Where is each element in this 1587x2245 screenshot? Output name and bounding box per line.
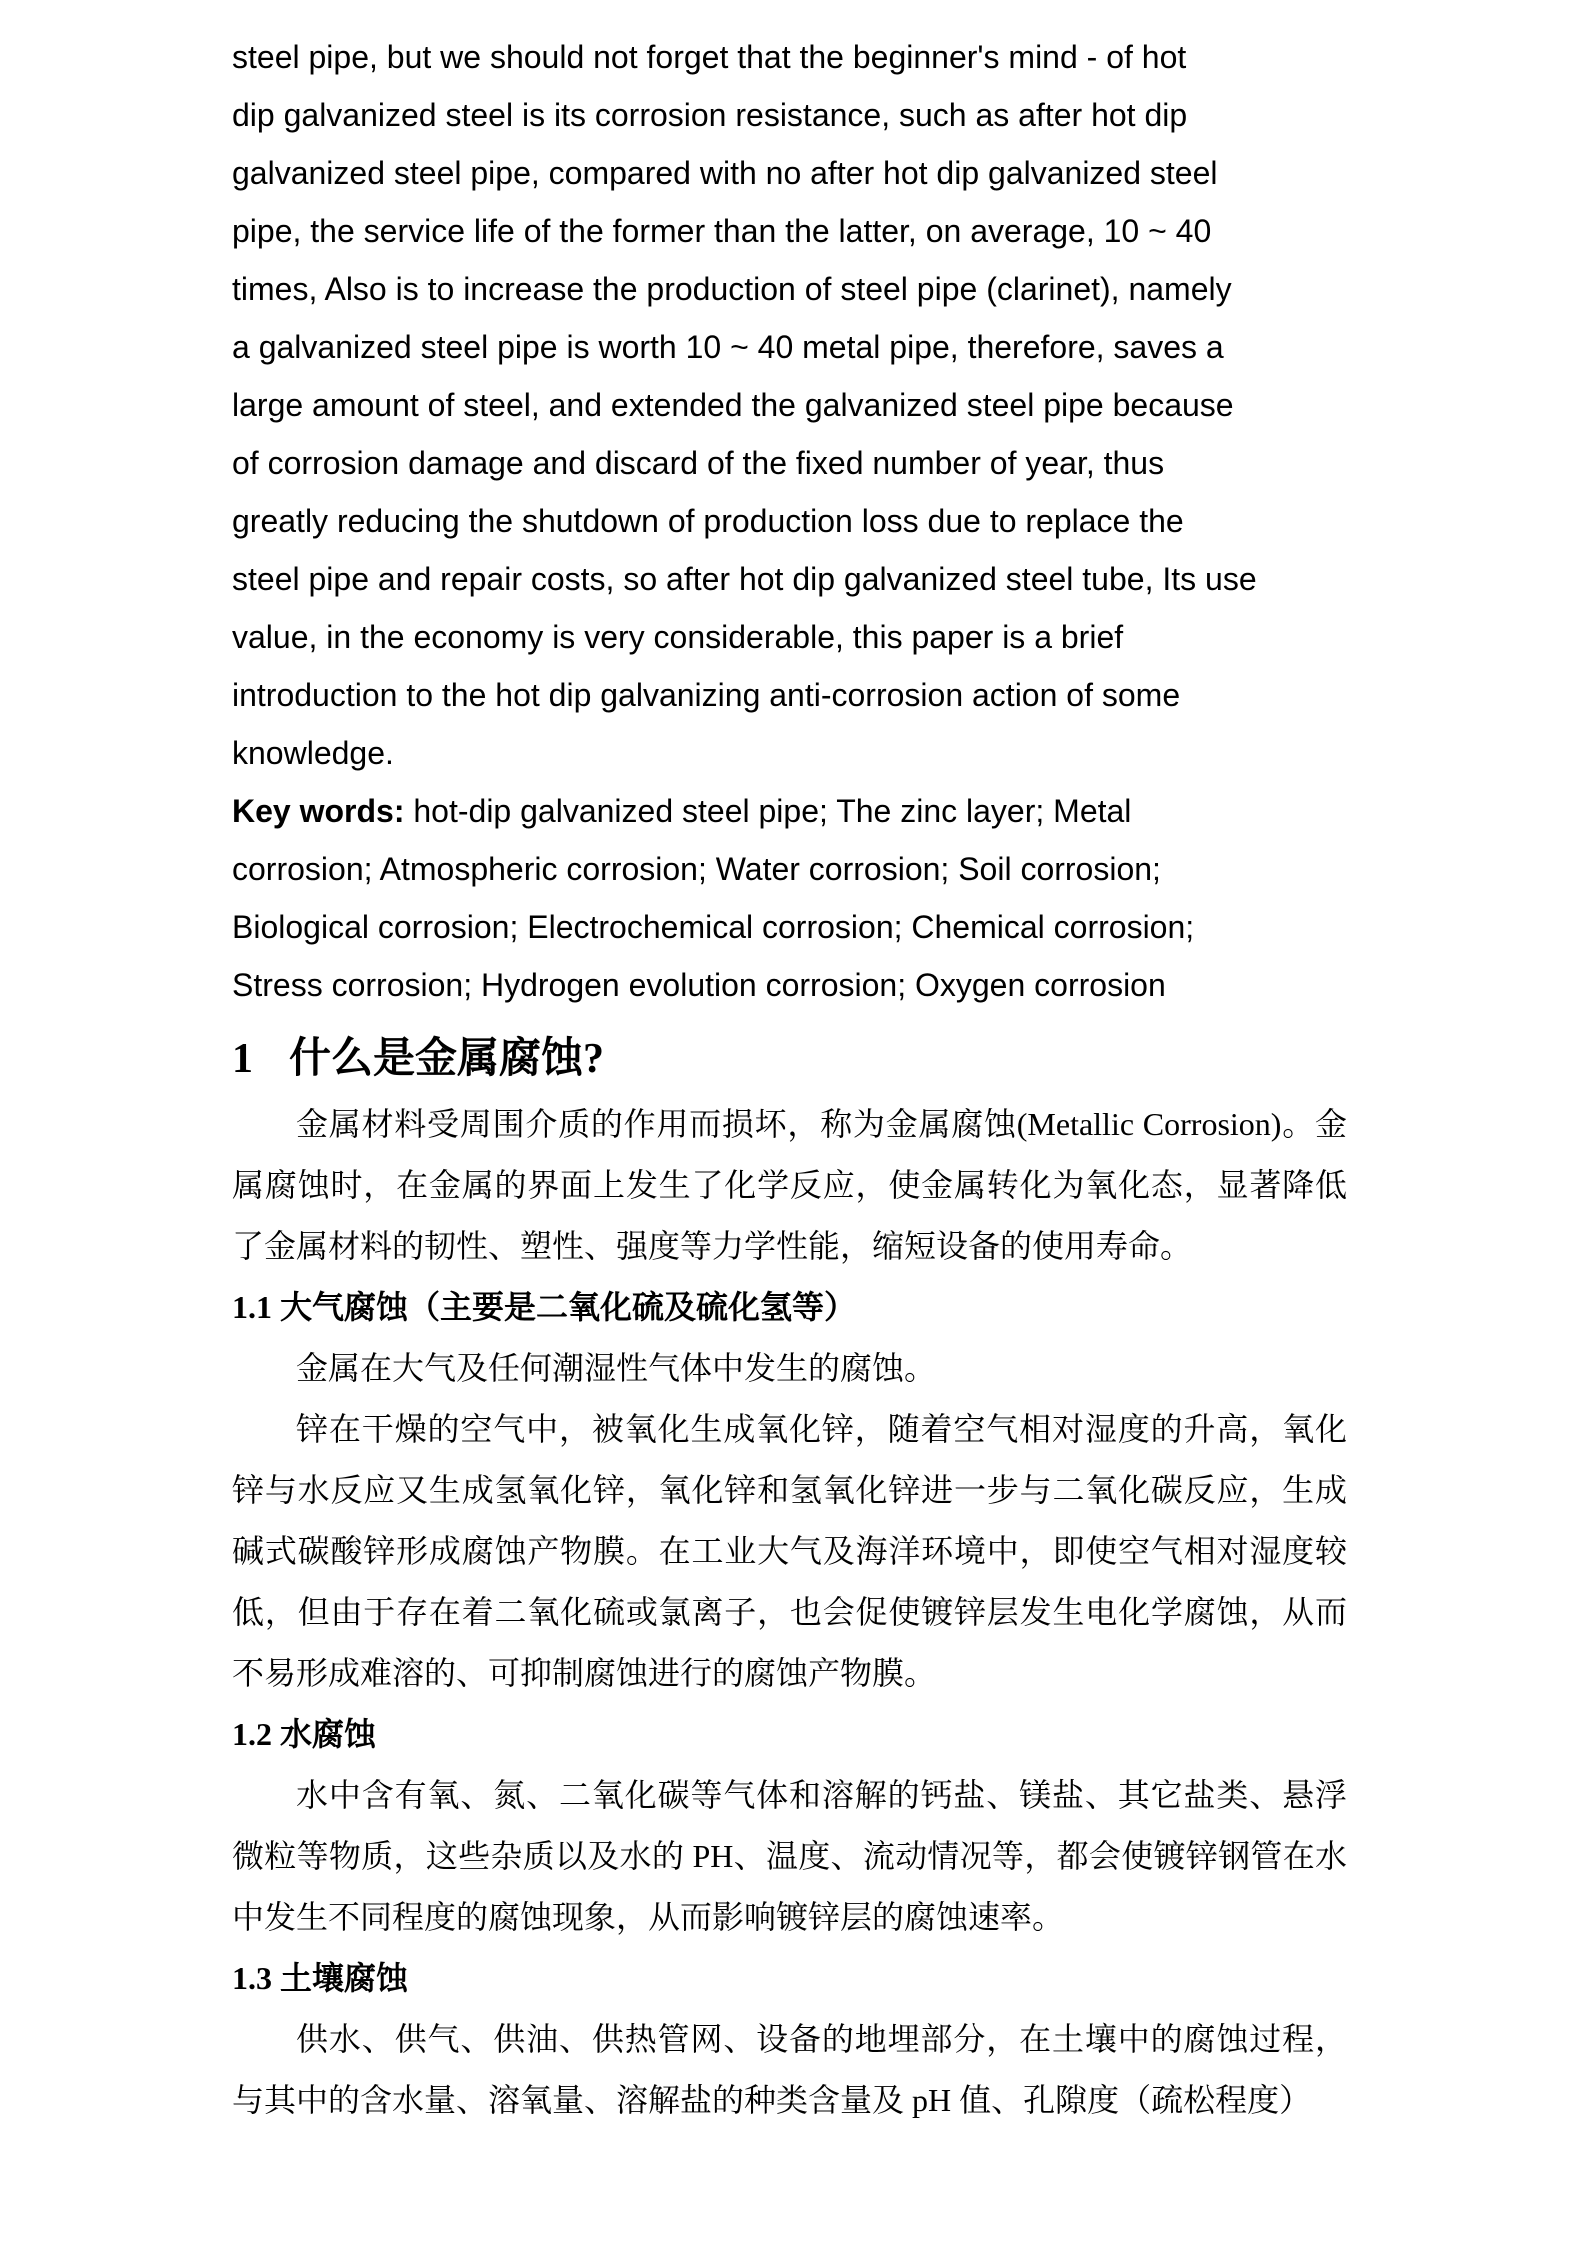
text-line: galvanized steel pipe, compared with no after hot dip galvanized steel (232, 155, 1218, 191)
intro-paragraph (232, 28, 1347, 782)
section-1-title: 什么是金属腐蚀? (289, 1036, 605, 1082)
text-line: of corrosion damage and discard of the fixed number of year, thus (232, 445, 1165, 481)
section-1-heading (232, 1024, 1347, 1094)
section-1-number: 1 (232, 1036, 253, 1082)
text-line: knowledge. (232, 735, 394, 771)
section-1-paragraph: 金属材料受周围介质的作用而损坏，称为金属腐蚀(Metallic Corrosion)。金属腐蚀时，在金属的界面上发生了化学反应，使金属转化为氧化态，显著降低了金属材料的韧性、塑性、强度等力学性能，缩短设备的使用寿命。 (232, 1106, 1347, 1264)
text-line: Biological corrosion; Electrochemical corrosion; Chemical corrosion; (232, 909, 1195, 945)
text-line: steel pipe and repair costs, so after hot dip galvanized steel tube, Its use (232, 561, 1257, 597)
section-1-3-paragraph-1: 供水、供气、供油、供热管网、设备的地埋部分，在土壤中的腐蚀过程，与其中的含水量、溶氧量、溶解盐的种类含量及 pH 值、孔隙度（疏松程度） (232, 2021, 1347, 2118)
text-line: corrosion; Atmospheric corrosion; Water corrosion; Soil corrosion; (232, 851, 1161, 887)
text-line: dip galvanized steel is its corrosion resistance, such as after hot dip (232, 97, 1188, 133)
keywords-paragraph (232, 782, 1347, 1014)
text-line: a galvanized steel pipe is worth 10 ~ 40 metal pipe, therefore, saves a (232, 329, 1224, 365)
text-line: steel pipe, but we should not forget that the beginner's mind - of hot (232, 39, 1187, 75)
keywords-line-1-text: hot-dip galvanized steel pipe; The zinc layer; Metal (404, 793, 1132, 829)
section-1-3-heading: 1.3 土壤腐蚀 (232, 1960, 409, 1996)
section-1-1-paragraph-1: 金属在大气及任何潮湿性气体中发生的腐蚀。 (296, 1350, 937, 1386)
text-line: value, in the economy is very considerable, this paper is a brief (232, 619, 1124, 655)
text-line: large amount of steel, and extended the galvanized steel pipe because (232, 387, 1234, 423)
text-line: Stress corrosion; Hydrogen evolution corrosion; Oxygen corrosion (232, 967, 1166, 1003)
text-line: introduction to the hot dip galvanizing anti-corrosion action of some (232, 677, 1181, 713)
keywords-line-1 (232, 782, 1347, 840)
section-1-1-heading: 1.1 大气腐蚀（主要是二氧化硫及硫化氢等） (232, 1289, 857, 1325)
keywords-lines-rest (232, 840, 1347, 1014)
section-1-2-heading: 1.2 水腐蚀 (232, 1716, 377, 1752)
text-line: pipe, the service life of the former than the latter, on average, 10 ~ 40 (232, 213, 1212, 249)
section-1-2-paragraph-1: 水中含有氧、氮、二氧化碳等气体和溶解的钙盐、镁盐、其它盐类、悬浮微粒等物质，这些杂质以及水的 PH、温度、流动情况等，都会使镀锌钢管在水中发生不同程度的腐蚀现象，从而影响镀锌层的腐蚀速率。 (232, 1777, 1347, 1935)
text-line: greatly reducing the shutdown of production loss due to replace the (232, 503, 1184, 539)
text-line: times, Also is to increase the production of steel pipe (clarinet), namely (232, 271, 1232, 307)
section-1-1-paragraph-2: 锌在干燥的空气中，被氧化生成氧化锌，随着空气相对湿度的升高，氧化锌与水反应又生成氢氧化锌，氧化锌和氢氧化锌进一步与二氧化碳反应，生成碱式碳酸锌形成腐蚀产物膜。在工业大气及海洋环境中，即使空气相对湿度较低，但由于存在着二氧化硫或氯离子，也会促使镀锌层发生电化学腐蚀，从而不易形成难溶的、可抑制腐蚀进行的腐蚀产物膜。 (232, 1411, 1347, 1691)
keywords-label: Key words: (232, 793, 405, 829)
